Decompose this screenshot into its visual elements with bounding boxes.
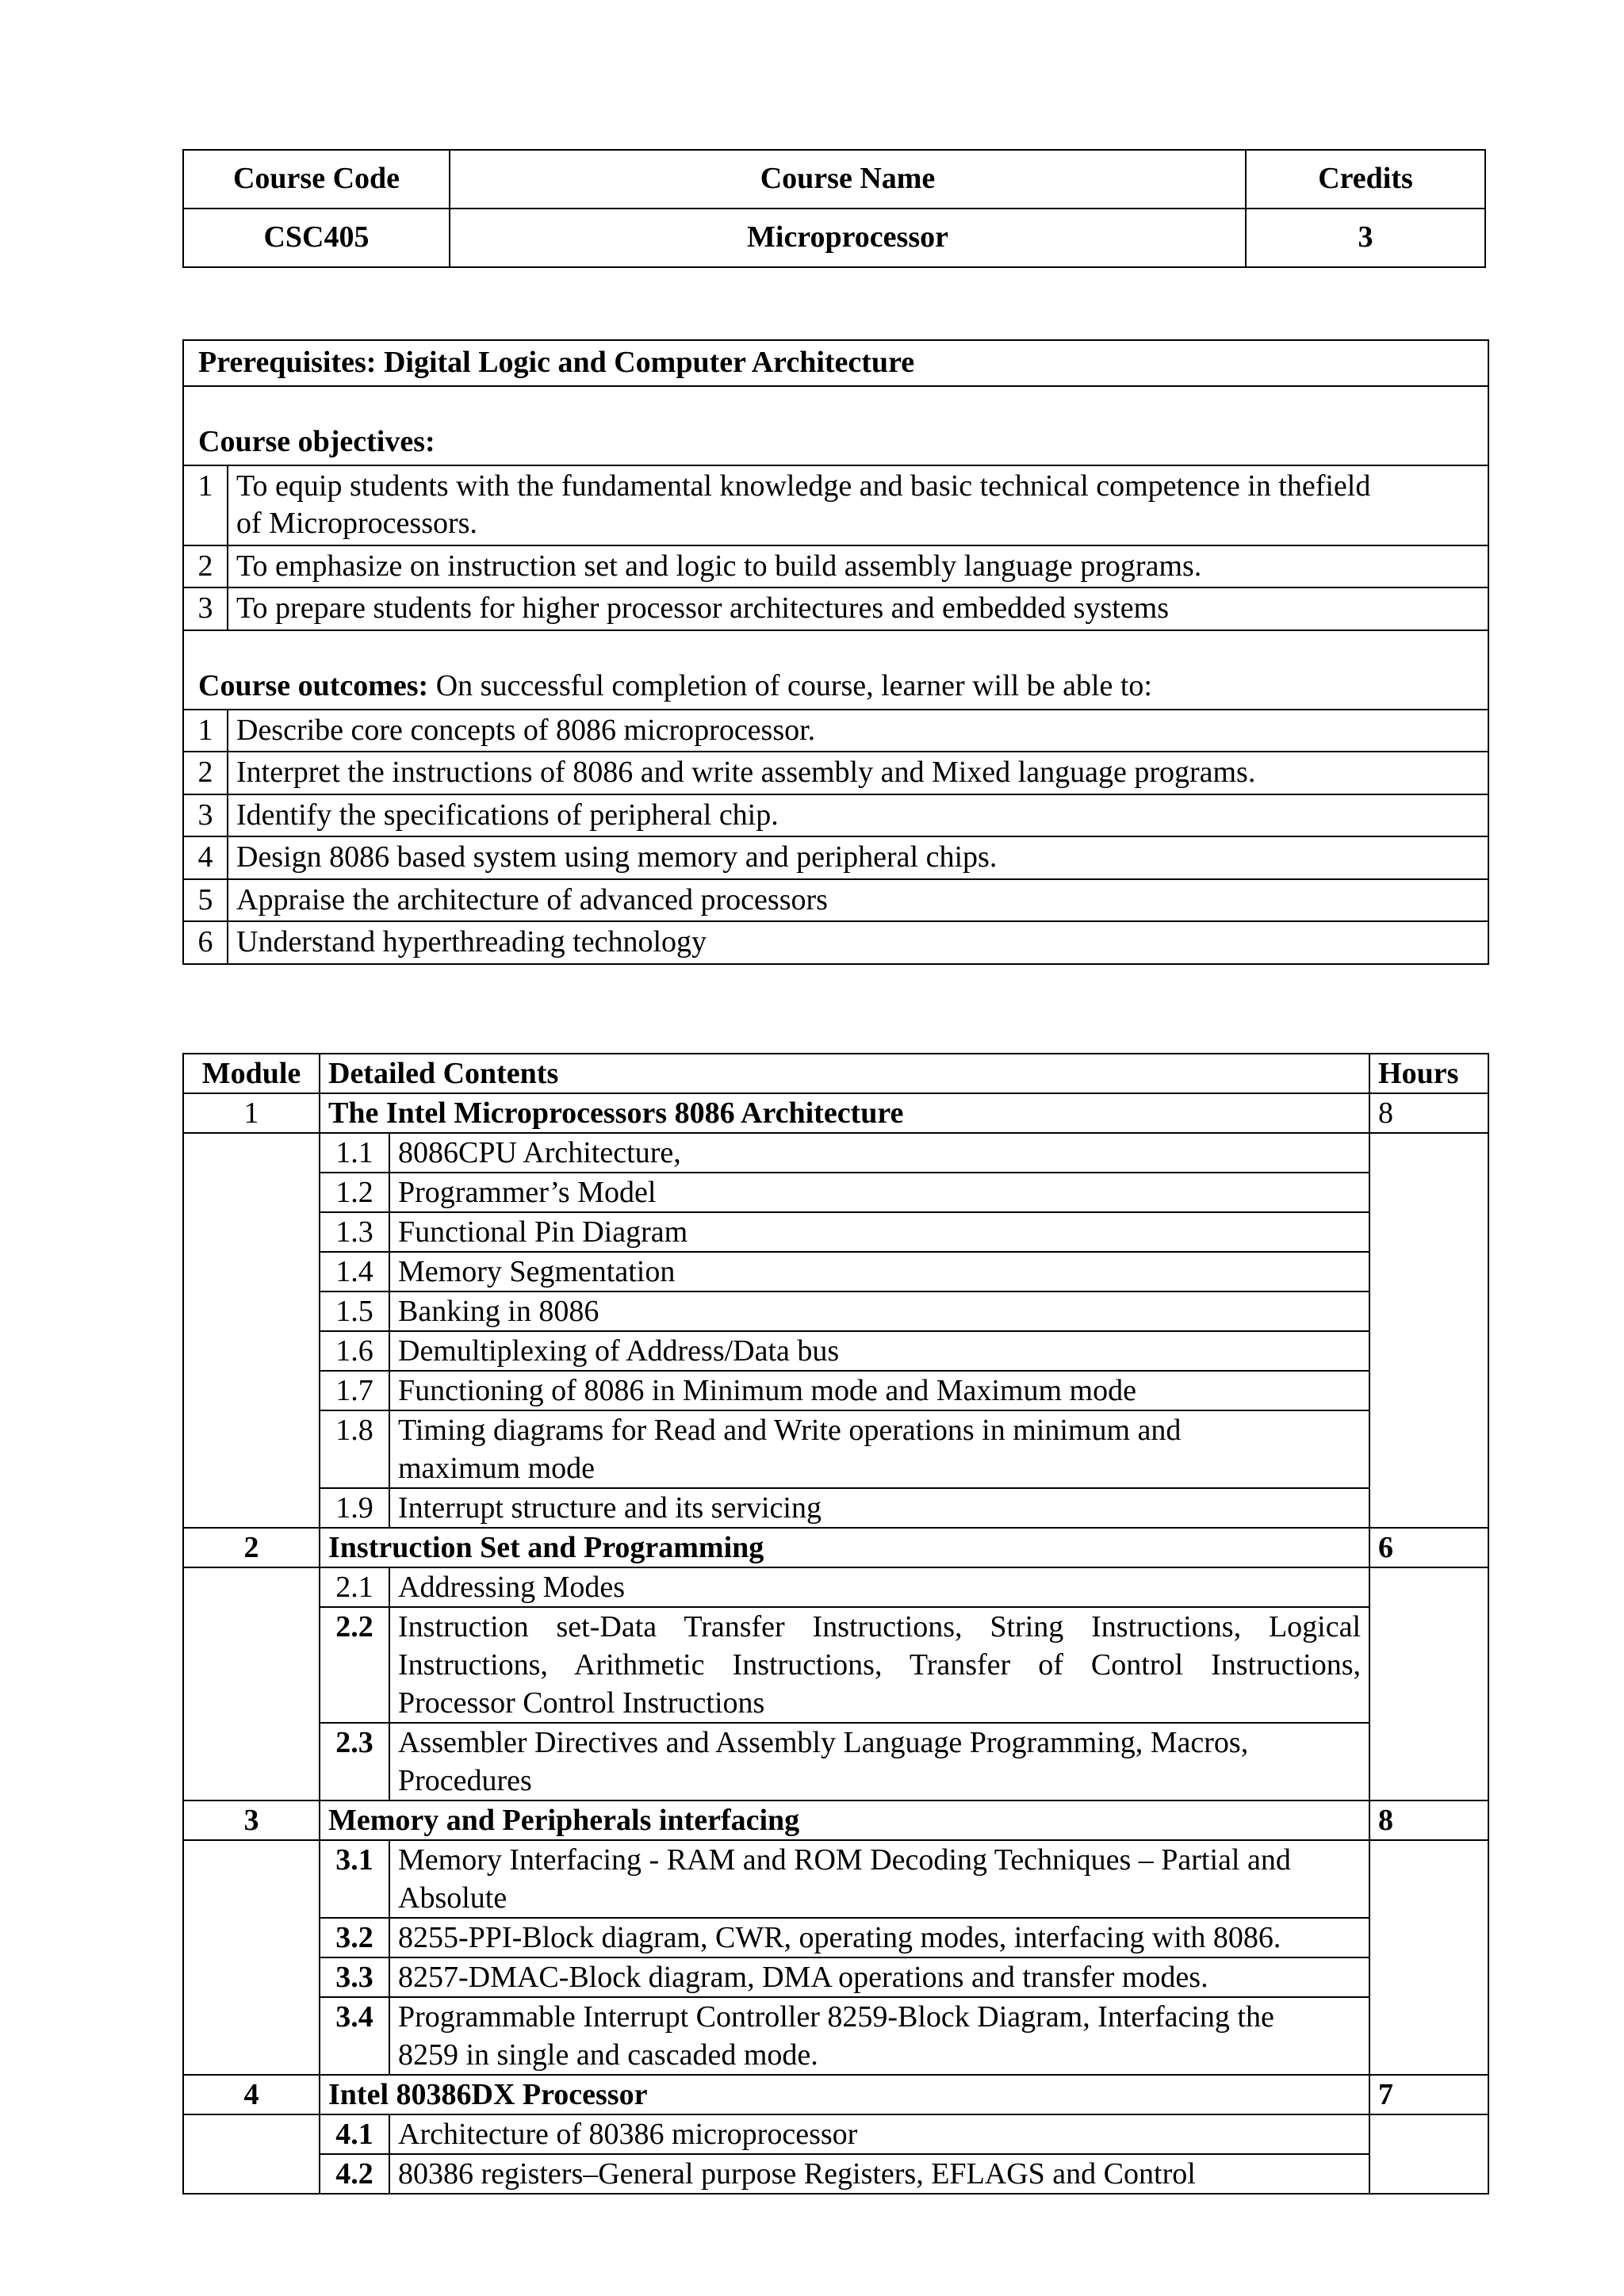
outcome-number: 1: [183, 710, 228, 752]
outcomes-label: Course outcomes:: [198, 669, 429, 702]
objective-number: 2: [183, 545, 228, 588]
objectives-label: Course objectives:: [198, 425, 435, 458]
objective-text: To equip students with the fundamental knowledge and basic technical competence in thefield of Microprocessors.: [228, 465, 1488, 545]
module-row: [183, 1093, 1488, 1133]
module-hours: 8: [1369, 1093, 1488, 1133]
sub-number: 1.3: [320, 1212, 389, 1252]
outcome-text: Appraise the architecture of advanced processors: [228, 879, 1488, 922]
course-table-header: [183, 150, 1485, 209]
sub-text: Demultiplexing of Address/Data bus: [389, 1331, 1369, 1371]
outcome-number: 2: [183, 752, 228, 794]
modules-table: [182, 1053, 1489, 2195]
outcome-text: Design 8086 based system using memory and peripheral chips.: [228, 836, 1488, 879]
module-number: 2: [183, 1528, 320, 1567]
sub-number: 3.2: [320, 1918, 389, 1957]
sub-row: [183, 1252, 1488, 1292]
sub-row: [183, 1410, 1488, 1488]
sub-number: 1.8: [320, 1410, 389, 1488]
course-code: CSC405: [183, 209, 450, 267]
sub-text: 8255-PPI-Block diagram, CWR, operating modes, interfacing with 8086.: [389, 1918, 1369, 1957]
sub-row: [183, 1567, 1488, 1607]
outcome-row: [183, 921, 1488, 964]
sub-number: 1.5: [320, 1292, 389, 1331]
sub-row: [183, 1840, 1488, 1918]
objective-number: 1: [183, 465, 228, 545]
course-details-table: [182, 339, 1489, 965]
sub-row: [183, 1723, 1488, 1800]
outcome-text: Describe core concepts of 8086 microprocessor.: [228, 710, 1488, 752]
outcome-number: 4: [183, 836, 228, 879]
objective-text: To emphasize on instruction set and logic to build assembly language programs.: [228, 545, 1488, 588]
outcome-row: [183, 752, 1488, 794]
module-number: 1: [183, 1093, 320, 1133]
module-row: [183, 2075, 1488, 2114]
module-row: [183, 1528, 1488, 1567]
outcomes-intro: On successful completion of course, learner will be able to:: [428, 669, 1152, 702]
outcome-text: Identify the specifications of peripheral chip.: [228, 794, 1488, 837]
course-credits: 3: [1246, 209, 1485, 267]
objective-number: 3: [183, 587, 228, 630]
course-table: [182, 149, 1486, 268]
module-hours: 7: [1369, 2075, 1488, 2114]
sub-text: Programmable Interrupt Controller 8259-Block Diagram, Interfacing the 8259 in single and cascaded mode.: [389, 1997, 1369, 2075]
module-title: Instruction Set and Programming: [320, 1528, 1369, 1567]
outcome-row: [183, 836, 1488, 879]
sub-row: [183, 1292, 1488, 1331]
sub-text: 8086CPU Architecture,: [389, 1133, 1369, 1173]
sub-text: 8257-DMAC-Block diagram, DMA operations and transfer modes.: [389, 1957, 1369, 1997]
modules-header: [183, 1054, 1488, 1093]
sub-row: [183, 2154, 1488, 2194]
sub-row: [183, 1607, 1488, 1723]
objective-row: [183, 465, 1488, 545]
sub-number: 1.7: [320, 1371, 389, 1410]
sub-text: Instruction set-Data Transfer Instructions, String Instructions, Logical Instructions, Arithmetic Instructions, Transfer of Control Instructions, Processor Control Instructions: [389, 1607, 1369, 1723]
sub-number: 4.2: [320, 2154, 389, 2194]
module-row: [183, 1800, 1488, 1840]
sub-row: [183, 1212, 1488, 1252]
sub-text: Addressing Modes: [389, 1567, 1369, 1607]
sub-row: [183, 1957, 1488, 1997]
sub-number: 1.1: [320, 1133, 389, 1173]
sub-number: 1.4: [320, 1252, 389, 1292]
sub-row: [183, 1331, 1488, 1371]
sub-number: 2.3: [320, 1723, 389, 1800]
sub-number: 3.4: [320, 1997, 389, 2075]
header-course-code: Course Code: [183, 150, 450, 209]
sub-text: Memory Segmentation: [389, 1252, 1369, 1292]
module-title: Intel 80386DX Processor: [320, 2075, 1369, 2114]
sub-text: Architecture of 80386 microprocessor: [389, 2114, 1369, 2154]
module-hours: 8: [1369, 1800, 1488, 1840]
sub-text: Memory Interfacing - RAM and ROM Decoding Techniques – Partial and Absolute: [389, 1840, 1369, 1918]
objective-text: To prepare students for higher processor architectures and embedded systems: [228, 587, 1488, 630]
outcome-row: [183, 710, 1488, 752]
prerequisites: Prerequisites: Digital Logic and Computer Architecture: [183, 340, 1488, 386]
sub-number: 3.1: [320, 1840, 389, 1918]
module-title: Memory and Peripherals interfacing: [320, 1800, 1369, 1840]
module-number: 3: [183, 1800, 320, 1840]
sub-text: Banking in 8086: [389, 1292, 1369, 1331]
sub-number: 1.2: [320, 1173, 389, 1212]
sub-number: 3.3: [320, 1957, 389, 1997]
sub-row: [183, 1371, 1488, 1410]
module-title: The Intel Microprocessors 8086 Architecture: [320, 1093, 1369, 1133]
objective-row: [183, 545, 1488, 588]
outcome-number: 5: [183, 879, 228, 922]
sub-number: 1.9: [320, 1488, 389, 1528]
sub-row: [183, 1997, 1488, 2075]
outcome-row: [183, 879, 1488, 922]
sub-text: Programmer’s Model: [389, 1173, 1369, 1212]
course-name: Microprocessor: [450, 209, 1246, 267]
header-credits: Credits: [1246, 150, 1485, 209]
sub-number: 4.1: [320, 2114, 389, 2154]
sub-text: Assembler Directives and Assembly Language Programming, Macros, Procedures: [389, 1723, 1369, 1800]
header-module: Module: [183, 1054, 320, 1093]
outcome-text: Interpret the instructions of 8086 and write assembly and Mixed language programs.: [228, 752, 1488, 794]
outcome-text: Understand hyperthreading technology: [228, 921, 1488, 964]
header-detailed-contents: Detailed Contents: [320, 1054, 1369, 1093]
sub-text: Functional Pin Diagram: [389, 1212, 1369, 1252]
module-hours: 6: [1369, 1528, 1488, 1567]
sub-text: Functioning of 8086 in Minimum mode and Maximum mode: [389, 1371, 1369, 1410]
outcome-number: 6: [183, 921, 228, 964]
sub-number: 2.2: [320, 1607, 389, 1723]
sub-row: [183, 1918, 1488, 1957]
header-course-name: Course Name: [450, 150, 1246, 209]
objective-row: [183, 587, 1488, 630]
header-hours: Hours: [1369, 1054, 1488, 1093]
sub-text: Interrupt structure and its servicing: [389, 1488, 1369, 1528]
sub-row: [183, 1173, 1488, 1212]
module-number: 4: [183, 2075, 320, 2114]
course-table-row: [183, 209, 1485, 267]
sub-number: 1.6: [320, 1331, 389, 1371]
sub-number: 2.1: [320, 1567, 389, 1607]
sub-row: [183, 1133, 1488, 1173]
outcome-row: [183, 794, 1488, 837]
outcome-number: 3: [183, 794, 228, 837]
sub-row: [183, 1488, 1488, 1528]
sub-text: Timing diagrams for Read and Write operations in minimum and maximum mode: [389, 1410, 1369, 1488]
sub-row: [183, 2114, 1488, 2154]
sub-text: 80386 registers–General purpose Registers, EFLAGS and Control: [389, 2154, 1369, 2194]
